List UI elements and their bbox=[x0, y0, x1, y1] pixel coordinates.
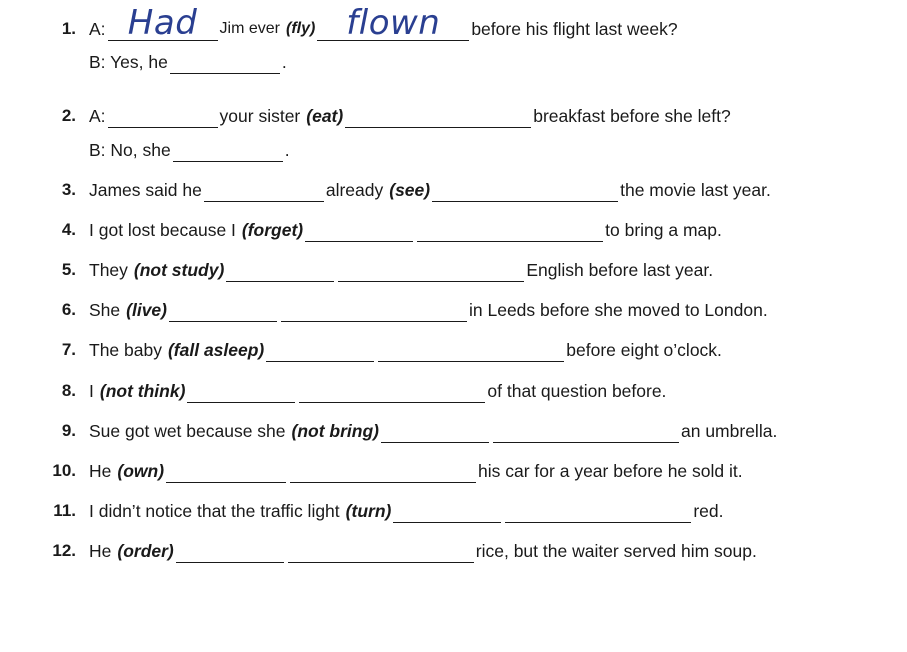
sentence-text: in Leeds before she moved to London. bbox=[469, 300, 768, 320]
answer-blank[interactable] bbox=[108, 3, 218, 43]
answer-blank[interactable] bbox=[432, 181, 618, 202]
speaker-b-label: B: No, she bbox=[89, 140, 171, 160]
sentence-text: to bring a map. bbox=[605, 220, 722, 240]
answer-blank[interactable] bbox=[381, 422, 489, 443]
verb-prompt: (not think) bbox=[99, 381, 186, 401]
answer-blank[interactable] bbox=[505, 502, 691, 523]
answer-blank[interactable] bbox=[290, 462, 476, 483]
answer-blank[interactable] bbox=[305, 221, 413, 242]
sentence-text: I didn’t notice that the traffic light bbox=[89, 501, 340, 521]
verb-prompt: (own) bbox=[117, 461, 165, 481]
answer-blank[interactable] bbox=[204, 181, 324, 202]
item-number: 3. bbox=[61, 180, 76, 199]
verb-prompt: (forget) bbox=[241, 220, 304, 240]
item-sentence bbox=[89, 499, 724, 523]
sentence-text: I got lost because I bbox=[89, 220, 236, 240]
sentence-text: an umbrella. bbox=[681, 421, 778, 441]
item-sentence bbox=[89, 298, 768, 322]
sentence-text: Sue got wet because she bbox=[89, 421, 286, 441]
speaker-a-label: A: bbox=[89, 106, 106, 126]
answer-blank[interactable] bbox=[281, 301, 467, 322]
speaker-b-label: B: Yes, he bbox=[89, 52, 168, 72]
item-sentence bbox=[89, 3, 678, 43]
sentence-text: red. bbox=[693, 501, 724, 521]
answer-blank[interactable] bbox=[108, 107, 218, 128]
answer-blank[interactable] bbox=[166, 462, 286, 483]
item-number: 4. bbox=[61, 220, 76, 239]
handwritten-answer: flown bbox=[346, 3, 441, 43]
sentence-text: the movie last year. bbox=[620, 180, 771, 200]
item-number: 1. bbox=[61, 19, 76, 38]
verb-prompt: (order) bbox=[117, 541, 174, 561]
answer-blank[interactable] bbox=[393, 502, 501, 523]
answer-blank[interactable] bbox=[176, 542, 284, 563]
answer-blank[interactable] bbox=[493, 422, 679, 443]
verb-prompt: (see) bbox=[389, 180, 431, 200]
sentence-text: his car for a year before he sold it. bbox=[478, 461, 743, 481]
item-sentence bbox=[89, 539, 757, 563]
answer-blank[interactable] bbox=[317, 3, 469, 43]
answer-blank[interactable] bbox=[266, 341, 374, 362]
sentence-text: your sister bbox=[219, 106, 301, 126]
verb-prompt: (not bring) bbox=[291, 421, 379, 441]
answer-blank[interactable] bbox=[378, 341, 564, 362]
period: . bbox=[284, 140, 290, 160]
sentence-text: already bbox=[325, 180, 384, 200]
answer-blank[interactable] bbox=[299, 382, 485, 403]
verb-prompt: (fly) bbox=[286, 20, 316, 37]
verb-prompt: (fall asleep) bbox=[167, 340, 265, 360]
item-sentence bbox=[89, 459, 743, 483]
item-sentence bbox=[89, 138, 290, 162]
item-sentence bbox=[89, 338, 722, 362]
speaker-a-label: A: bbox=[89, 19, 106, 39]
item-number: 7. bbox=[61, 340, 76, 359]
item-number: 8. bbox=[61, 381, 76, 400]
verb-prompt: (live) bbox=[126, 300, 167, 320]
item-sentence bbox=[89, 419, 777, 443]
answer-blank[interactable] bbox=[187, 382, 295, 403]
item-sentence bbox=[89, 258, 713, 282]
verb-prompt: (eat) bbox=[306, 106, 344, 126]
answer-blank[interactable] bbox=[169, 301, 277, 322]
sentence-text: The baby bbox=[89, 340, 162, 360]
sentence-text: He bbox=[89, 461, 112, 481]
sentence-text: before his flight last week? bbox=[471, 19, 678, 39]
sentence-text: She bbox=[89, 300, 121, 320]
sentence-text: English before last year. bbox=[526, 260, 714, 280]
sentence-text: They bbox=[89, 260, 128, 280]
sentence-text: rice, but the waiter served him soup. bbox=[475, 541, 757, 561]
verb-prompt: (turn) bbox=[345, 501, 392, 521]
item-number: 11. bbox=[53, 501, 76, 520]
answer-blank[interactable] bbox=[288, 542, 474, 563]
sentence-text: before eight o’clock. bbox=[566, 340, 722, 360]
item-sentence bbox=[89, 379, 666, 403]
sentence-text: James said he bbox=[89, 180, 202, 200]
sentence-text: breakfast before she left? bbox=[533, 106, 731, 126]
item-number: 2. bbox=[61, 106, 76, 125]
sentence-text: I bbox=[89, 381, 94, 401]
answer-blank[interactable] bbox=[173, 141, 283, 162]
item-number: 5. bbox=[61, 260, 76, 279]
item-sentence bbox=[89, 178, 771, 202]
answer-blank[interactable] bbox=[417, 221, 603, 242]
answer-blank[interactable] bbox=[170, 53, 280, 74]
handwritten-answer: Had bbox=[127, 3, 198, 43]
sentence-text: He bbox=[89, 541, 112, 561]
answer-blank[interactable] bbox=[338, 261, 524, 282]
sentence-text: of that question before. bbox=[487, 381, 667, 401]
item-number: 10. bbox=[52, 461, 76, 480]
item-sentence bbox=[89, 218, 722, 242]
item-number: 12. bbox=[52, 541, 76, 560]
period: . bbox=[281, 52, 287, 72]
sentence-text: Jim ever bbox=[219, 20, 280, 37]
answer-blank[interactable] bbox=[226, 261, 334, 282]
item-number: 9. bbox=[61, 421, 76, 440]
verb-prompt: (not study) bbox=[133, 260, 225, 280]
item-sentence bbox=[89, 104, 731, 128]
item-sentence bbox=[89, 50, 287, 74]
item-number: 6. bbox=[61, 300, 76, 319]
answer-blank[interactable] bbox=[345, 107, 531, 128]
